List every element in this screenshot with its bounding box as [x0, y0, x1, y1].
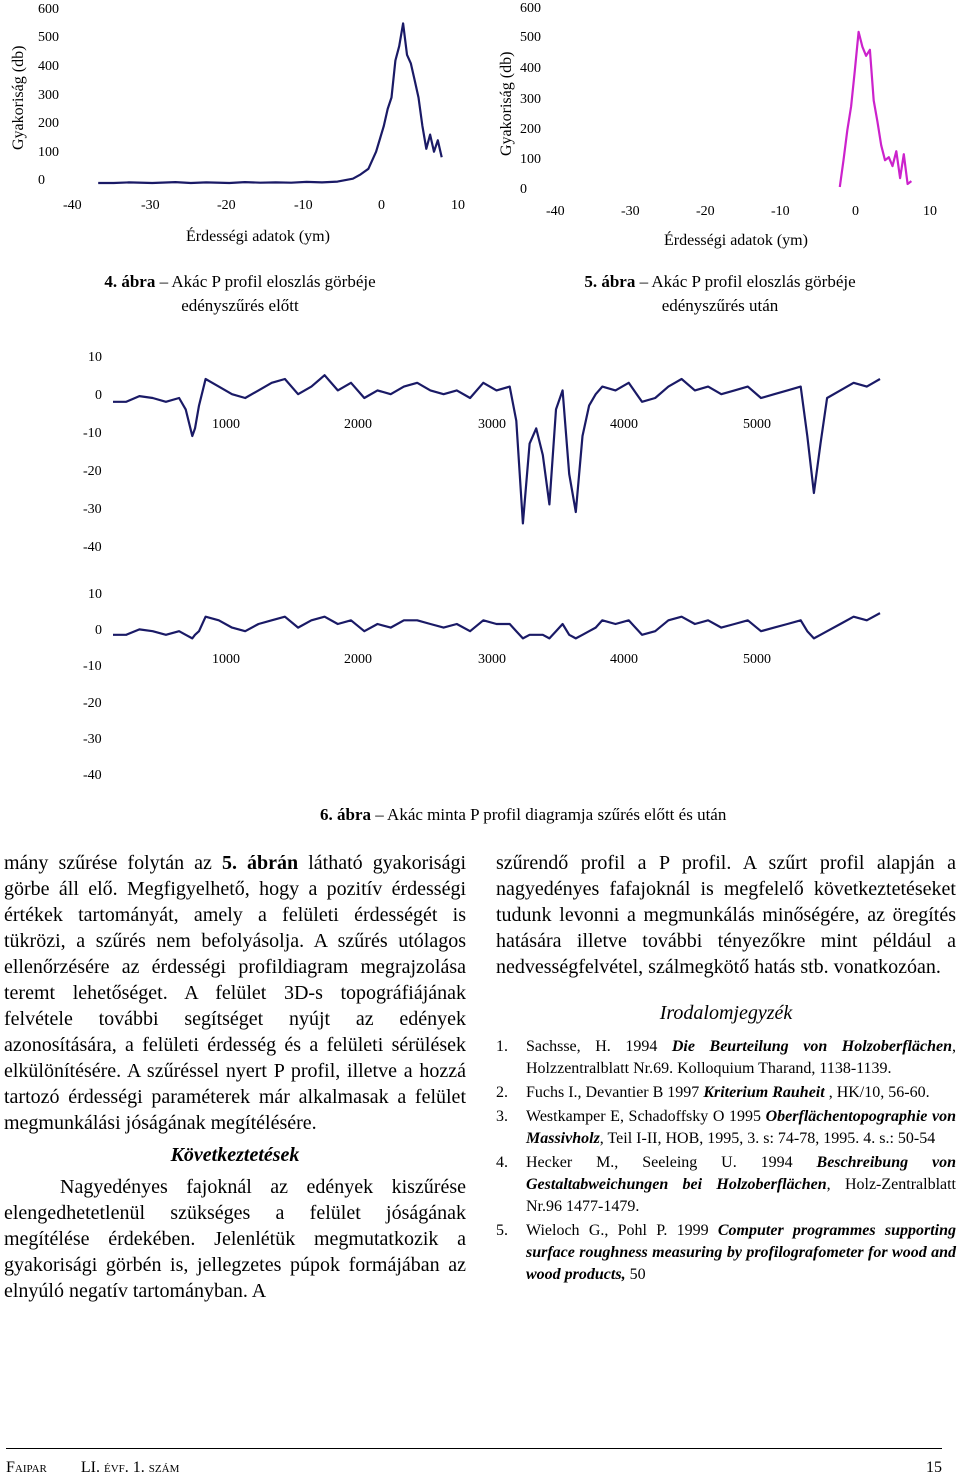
- footer-volume: LI. évf. 1. szám: [80, 1459, 180, 1476]
- reference-source: , Holz-Zentralblatt Nr.96 1477-1479.: [526, 1176, 956, 1215]
- reference-author: Fuchs I., Devantier B 1997: [526, 1084, 704, 1101]
- fig6b-xtick: 1000: [212, 652, 240, 667]
- fig5-xtick: -30: [621, 204, 640, 219]
- fig6b-xtick: 4000: [610, 652, 638, 667]
- fig4-ytick: 500: [38, 30, 59, 45]
- footer-page: 15: [926, 1459, 942, 1476]
- fig6a-series-line: [113, 375, 880, 523]
- reference-author: Hecker M., Seeleing U. 1994: [526, 1154, 817, 1171]
- fig6b-xtick: 5000: [743, 652, 771, 667]
- reference-title: Kriterium Rauheit: [703, 1084, 825, 1101]
- fig4-caption-text: – Akác P profil eloszlás görbéje: [155, 272, 376, 291]
- reference-number: 3.: [496, 1108, 508, 1125]
- fig4-ytick: 0: [38, 173, 45, 188]
- reference-number: 1.: [496, 1038, 508, 1055]
- fig6b-ytick: 0: [95, 623, 102, 638]
- fig4-plot: [0, 0, 470, 200]
- reference-item: [496, 1082, 956, 1104]
- page-footer: [6, 1448, 942, 1477]
- fig5-caption-line2: edényszűrés után: [661, 296, 779, 315]
- reference-title: Computer programmes supporting surface roughness measuring by profilografometer for wood and wood products,: [526, 1222, 956, 1283]
- fig6a-xtick: 2000: [344, 417, 372, 432]
- fig6a-xtick: 1000: [212, 417, 240, 432]
- fig6a-ytick: 10: [88, 350, 102, 365]
- reference-title: Beschreibung von Gestaltabweichungen bei Holzoberflächen: [526, 1154, 956, 1193]
- fig5-xtick: 0: [852, 204, 859, 219]
- reference-item: [496, 1220, 956, 1286]
- footer-journal: Faipar: [6, 1459, 47, 1476]
- reference-author: Westkamper E, Schadoffsky O 1995: [526, 1108, 766, 1125]
- fig5-caption-text: – Akác P profil eloszlás görbéje: [635, 272, 856, 291]
- fig6a-ytick: -20: [83, 464, 102, 479]
- reference-item: [496, 1152, 956, 1218]
- reference-title: Oberflächentopographie von Massivholz: [526, 1108, 957, 1147]
- fig5-ytick: 0: [520, 182, 527, 197]
- reference-source: , Teil I-II, HOB, 1995, 3. s: 74-78, 1995. 4. s.: 50-54: [599, 1130, 936, 1147]
- left-p1-part-c: látható gyakorisági görbe áll elő. Megfigyelhető, hogy a pozitív érdességi értékek tartományát, amely a felületi érdességét is tükrözi, a szűrés nem befolyásolja. A szűrés utólagos ellenőrzésére az érdességi profildiagram megrajzolása teremt lehetőséget. A felület 3D-s topográfiájának felvétele további segítséget nyújt az edények azonosítására, a felületi érdesség és a felületi sérülések elkülönítésére. A szűréssel nyert P profil, illetve a hozzá tartozó érdességi paraméterek már alkalmasak a felület megmunkálási jóságának megítélésére.: [4, 852, 466, 1134]
- reference-item: [496, 1036, 956, 1080]
- fig6b-ytick: -40: [83, 768, 102, 783]
- left-p1-figref: 5. ábrán: [221, 852, 299, 874]
- fig6a-ytick: -10: [83, 426, 102, 441]
- fig6-caption-num: 6. ábra: [320, 805, 371, 824]
- section-title-conclusions: Következtetések: [170, 1144, 300, 1166]
- left-paragraph-2: Nagyedényes fajoknál az edények kiszűrése elengedhetetlenül szükséges a felület jóságának megítélése érdekében. Jelenlétük megmutatkozik a gyakorisági görbén is, jellegzetes púpok formájában az elnyúló negatív tartományban. A: [4, 1176, 466, 1302]
- fig6a-ytick: -40: [83, 540, 102, 555]
- reference-title: Die Beurteilung von Holzoberflächen: [671, 1038, 952, 1055]
- fig6b-ytick: -20: [83, 696, 102, 711]
- left-paragraph-1: [4, 850, 466, 1136]
- fig4-xtick: -40: [63, 198, 82, 213]
- fig6a-xtick: 5000: [743, 417, 771, 432]
- fig6b-series-line: [113, 613, 880, 638]
- reference-author: Wieloch G., Pohl P. 1999: [526, 1222, 718, 1239]
- fig4-ytick: 400: [38, 59, 59, 74]
- fig5-ytick: 400: [520, 61, 541, 76]
- reference-source: 50: [625, 1266, 646, 1283]
- fig4-xlabel: Érdességi adatok (ym): [186, 228, 330, 245]
- references-list: [496, 1036, 956, 1286]
- reference-number: 4.: [496, 1154, 508, 1171]
- fig4-xtick: 0: [378, 198, 385, 213]
- fig6b-xtick: 2000: [344, 652, 372, 667]
- fig6b-plot: [0, 580, 960, 795]
- fig5-caption: [520, 270, 920, 318]
- figure-4: [0, 0, 470, 330]
- fig4-ytick: 600: [38, 2, 59, 17]
- fig5-xtick: -40: [546, 204, 565, 219]
- left-p1-part-a: mány szűrése folytán az: [4, 852, 222, 874]
- figure-6-after: [0, 580, 960, 795]
- fig5-ytick: 100: [520, 152, 541, 167]
- reference-author: Sachsse, H. 1994: [526, 1038, 672, 1055]
- fig5-ytick: 200: [520, 122, 541, 137]
- fig5-series-line: [840, 32, 912, 187]
- fig6-caption: [320, 803, 800, 827]
- right-column: [496, 850, 956, 1288]
- fig4-series-line: [98, 23, 442, 183]
- fig6a-ytick: -30: [83, 502, 102, 517]
- fig4-ytick: 300: [38, 88, 59, 103]
- fig6a-ytick: 0: [95, 388, 102, 403]
- fig4-ytick: 200: [38, 116, 59, 131]
- figure-5: [480, 0, 960, 330]
- left-column: [4, 850, 466, 1304]
- fig5-ytick: 600: [520, 1, 541, 16]
- fig4-xtick: -30: [141, 198, 160, 213]
- fig5-xtick: -10: [771, 204, 790, 219]
- fig4-xtick: 10: [451, 198, 465, 213]
- reference-source: , Holzzentralblatt Nr.69. Kolloquium Tharand, 1138-1139.: [526, 1038, 956, 1077]
- fig4-ytick: 100: [38, 145, 59, 160]
- fig5-xtick: 10: [923, 204, 937, 219]
- fig6a-plot: [0, 345, 960, 560]
- fig4-caption: [40, 270, 440, 318]
- fig5-xtick: -20: [696, 204, 715, 219]
- fig6b-ytick: -10: [83, 659, 102, 674]
- fig4-caption-line2: edényszűrés előtt: [181, 296, 299, 315]
- fig5-caption-num: 5. ábra: [584, 272, 636, 291]
- fig6b-ytick: -30: [83, 732, 102, 747]
- fig5-plot: [480, 0, 960, 205]
- fig5-ytick: 300: [520, 92, 541, 107]
- fig5-ytick: 500: [520, 30, 541, 45]
- fig4-xtick: -20: [217, 198, 236, 213]
- fig6a-xtick: 4000: [610, 417, 638, 432]
- figure-6-before: [0, 345, 960, 560]
- fig5-ylabel: Gyakoriság (db): [498, 51, 515, 156]
- reference-source: , HK/10, 56-60.: [824, 1084, 930, 1101]
- fig5-xlabel: Érdességi adatok (ym): [664, 232, 808, 249]
- reference-item: [496, 1106, 956, 1150]
- fig6-caption-text: – Akác minta P profil diagramja szűrés előtt és után: [371, 805, 727, 824]
- fig4-xtick: -10: [294, 198, 313, 213]
- fig4-ylabel: Gyakoriság (db): [10, 45, 27, 150]
- references-title: Irodalomjegyzék: [659, 1002, 793, 1024]
- fig6b-xtick: 3000: [478, 652, 506, 667]
- reference-number: 2.: [496, 1084, 508, 1101]
- reference-number: 5.: [496, 1222, 508, 1239]
- right-paragraph-1: szűrendő profil a P profil. A szűrt profil alapján a nagyedényes fafajoknál is megfelelő következtetéseket tudunk levonni a megmunkálás minőségére, az öregítés hatására illetve további tényezőkre mint például a nedvességfelvétel, szálmegkötő hatás stb. vonatkozóan.: [496, 852, 956, 978]
- fig6b-ytick: 10: [88, 587, 102, 602]
- fig6a-xtick: 3000: [478, 417, 506, 432]
- fig4-caption-num: 4. ábra: [104, 272, 156, 291]
